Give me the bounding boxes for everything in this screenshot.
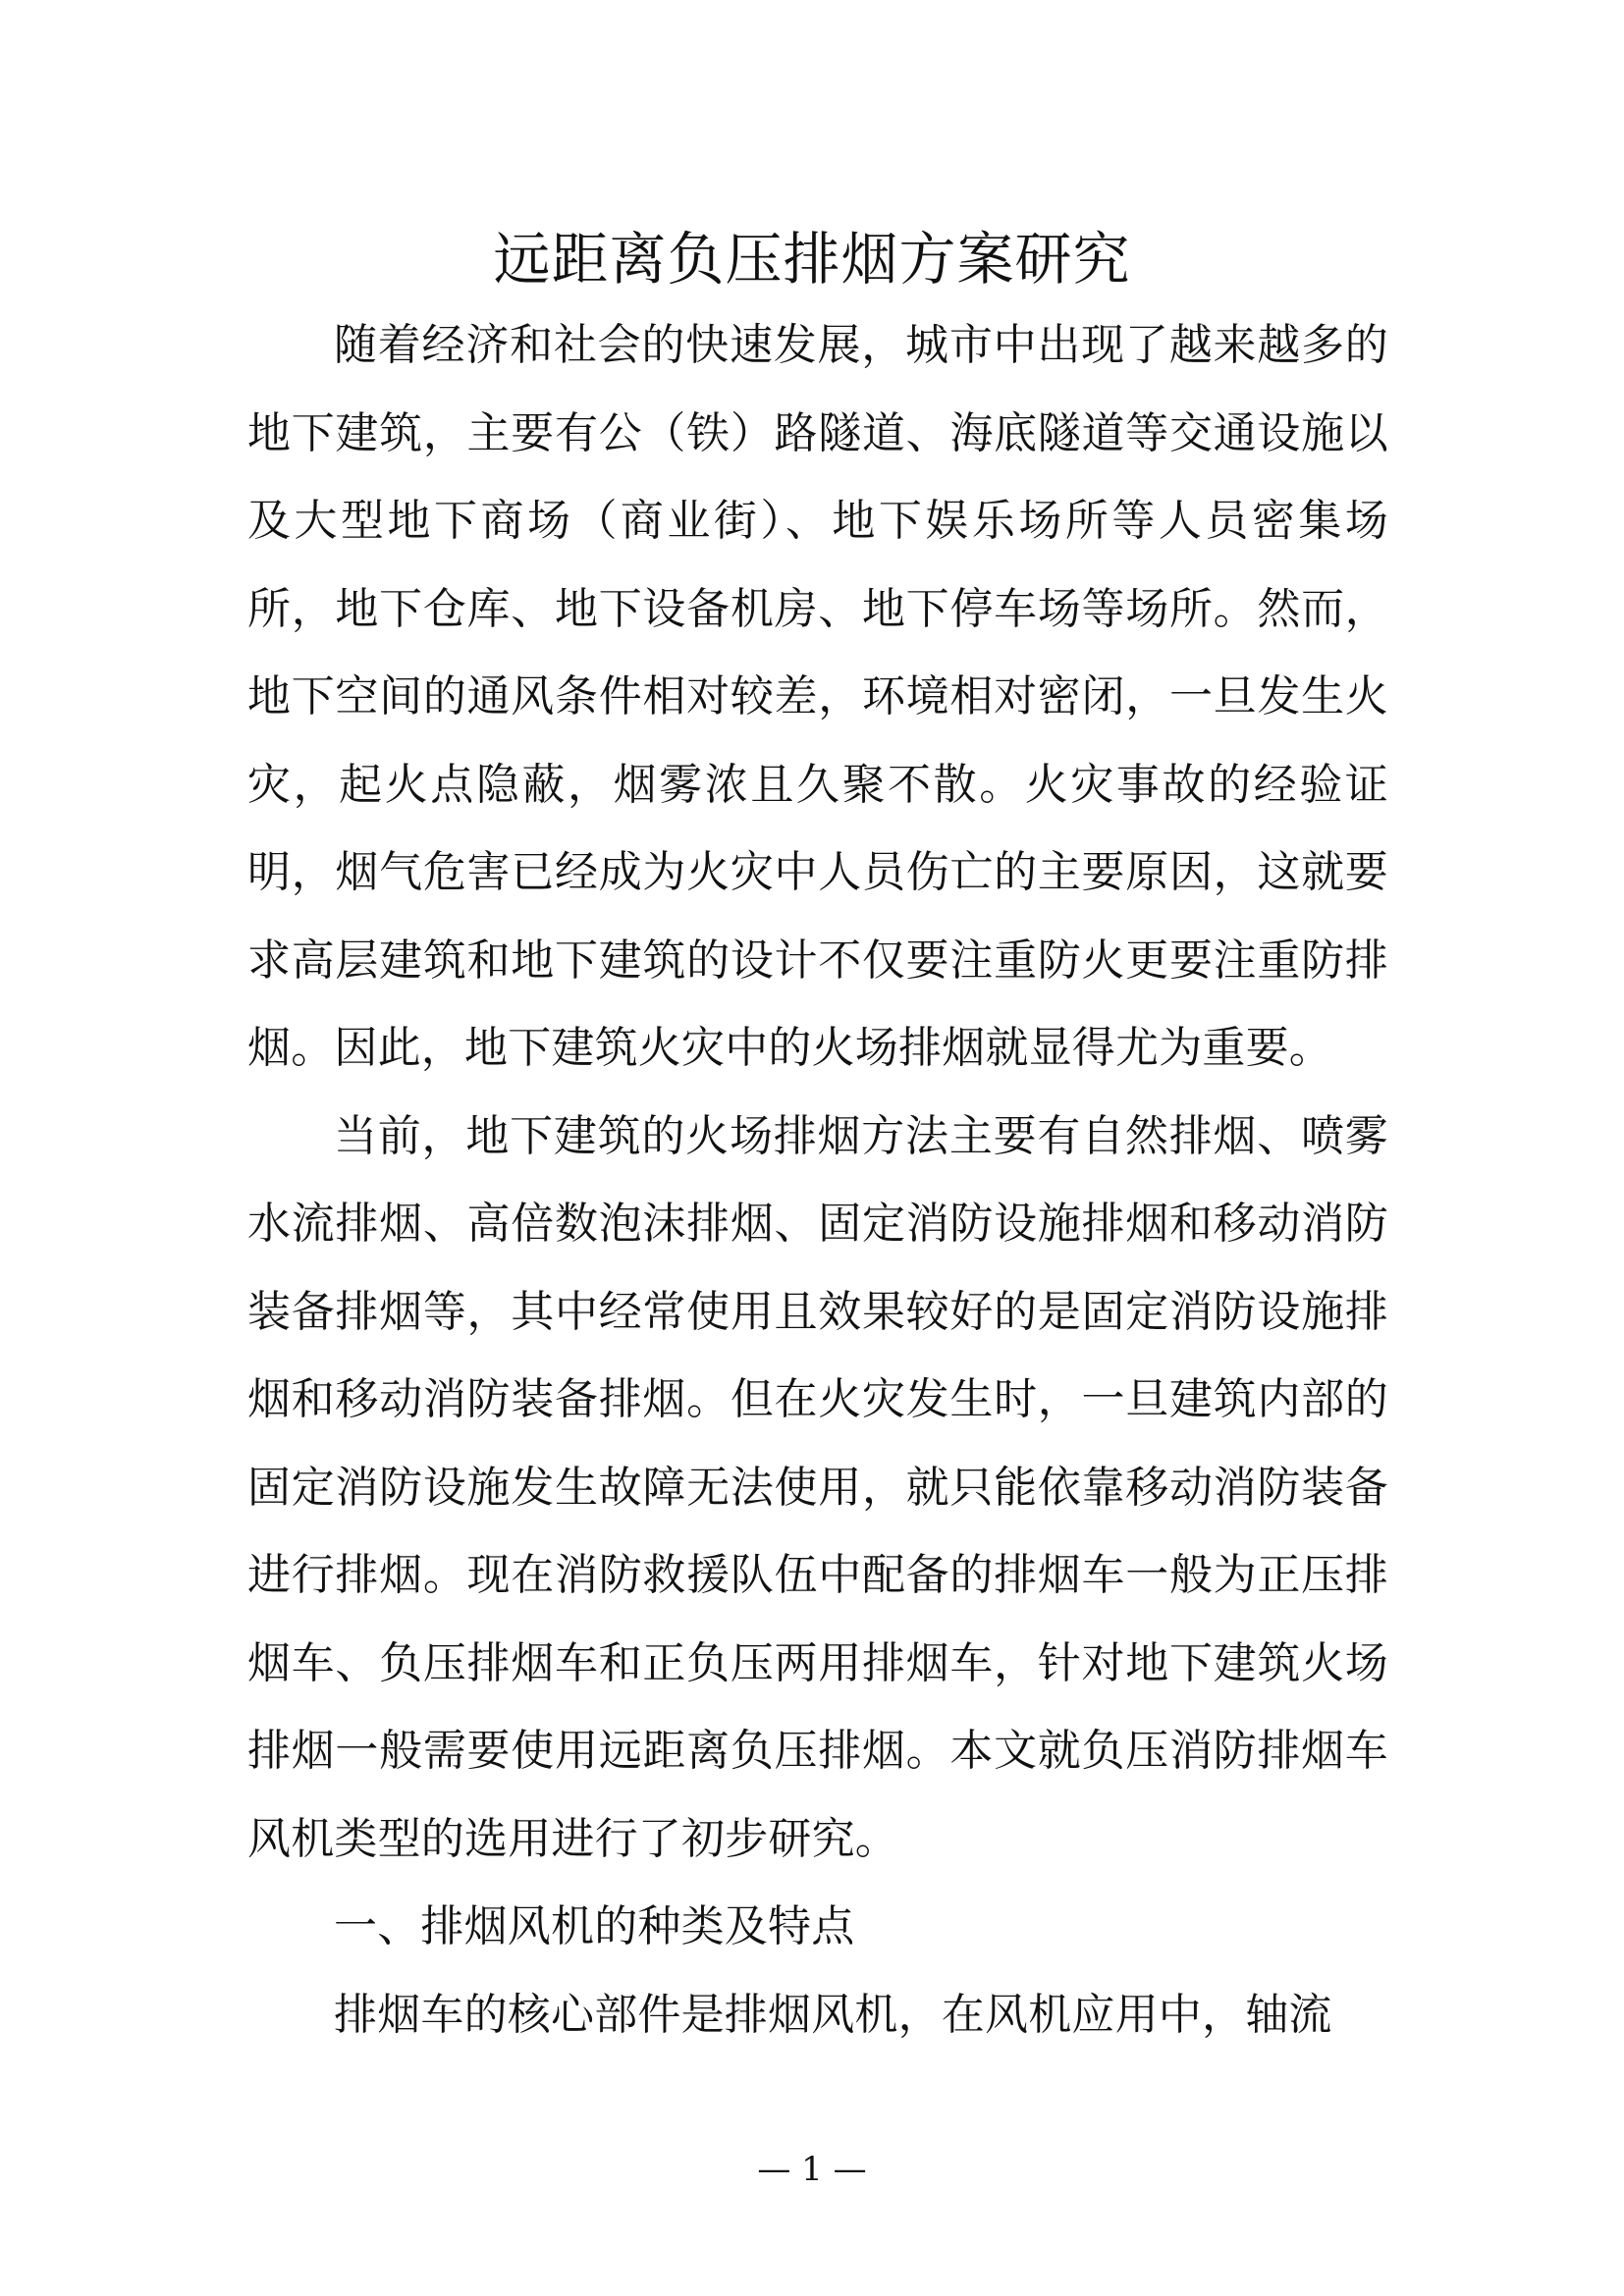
section-heading: 一、排烟风机的种类及特点	[334, 1901, 855, 1951]
document-title: 远距离负压排烟方案研究	[493, 226, 1131, 293]
paragraph-2: 当前，地下建筑的火场排烟方法主要有自然排烟、喷雾水流排烟、高倍数泡沫排烟、固定消防设施排烟和移动消防装备排烟等，其中经常使用且效果较好的是固定消防设施排烟和移动消防装备排烟。但在火灾发生时，一旦建筑内部的固定消防设施发生故障无法使用，就只能依靠移动消防装备进行排烟。现在消防救援队伍中配备的排烟车一般为正压排烟车、负压排烟车和正负压两用排烟车，针对地下建筑火场排烟一般需要使用远距离负压排烟。本文就负压消防排烟车风机类型的选用进行了初步研究。	[247, 1110, 1388, 1864]
page-number: — 1 —	[757, 2150, 867, 2189]
paragraph-3: 排烟车的核心部件是排烟风机，在风机应用中，轴流	[334, 1989, 1332, 2040]
document-body	[247, 301, 1388, 2058]
paragraph-1: 随着经济和社会的快速发展，城市中出现了越来越多的地下建筑，主要有公（铁）路隧道、海底隧道等交通设施以及大型地下商场（商业街）、地下娱乐场所等人员密集场所，地下仓库、地下设备机房、地下停车场等场所。然而，地下空间的通风条件相对较差，环境相对密闭，一旦发生火灾，起火点隐蔽，烟雾浓且久聚不散。火灾事故的经验证明，烟气危害已经成为火灾中人员伤亡的主要原因，这就要求高层建筑和地下建筑的设计不仅要注重防火更要注重防排烟。因此，地下建筑火灾中的火场排烟就显得尤为重要。	[247, 320, 1388, 1073]
